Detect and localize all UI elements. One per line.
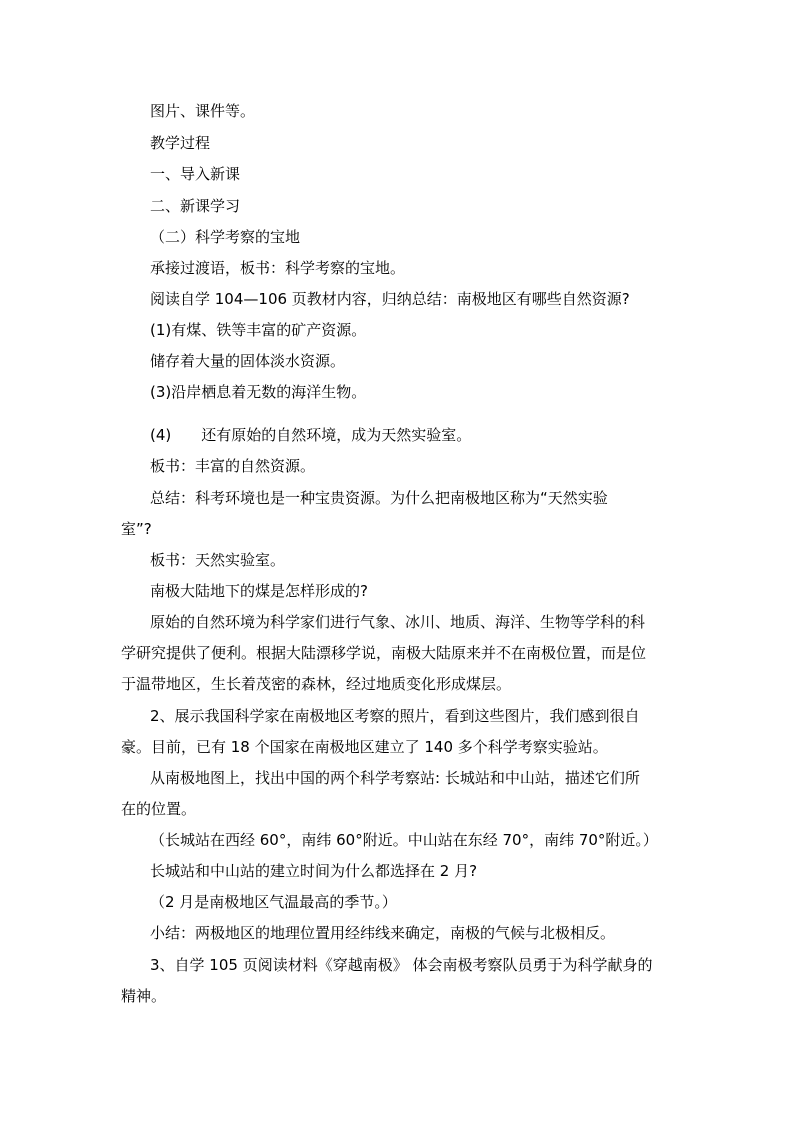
text-line: 2、展示我国科学家在南极地区考察的照片，看到这些图片，我们感到很自: [150, 707, 640, 725]
text-line: 承接过渡语，板书：科学考察的宝地。: [150, 259, 406, 277]
text-line: 板书：丰富的自然资源。: [150, 457, 316, 475]
text-line: （2 月是南极地区气温最高的季节。）: [150, 893, 397, 911]
text-line: 3、自学 105 页阅读材料《穿越南极》 体会南极考察队员勇于为科学献身的: [150, 956, 653, 974]
text-line: 在的位置。: [121, 800, 197, 818]
text-line: （长城站在西经 60°，南纬 60°附近。中山站在东经 70°，南纬 70°附近。）: [150, 831, 658, 849]
text-line: 原始的自然环境为科学家们进行气象、冰川、地质、海洋、生物等学科的科: [150, 613, 646, 631]
text-line: 室”?: [121, 520, 152, 538]
text-line: 豪。目前，已有 18 个国家在南极地区建立了 140 多个科学考察实验站。: [121, 738, 608, 756]
subheading-science-base: （二）科学考察的宝地: [150, 228, 301, 246]
heading-teaching-process: 教学过程: [150, 134, 211, 152]
text-line: 精神。: [121, 987, 167, 1005]
list-item-freshwater: 储存着大量的固体淡水资源。: [150, 352, 346, 370]
list-item-marine-life: (3)沿岸栖息着无数的海洋生物。: [150, 383, 367, 401]
text-line-materials: 图片、课件等。: [150, 102, 256, 120]
heading-introduction: 一、导入新课: [150, 165, 241, 183]
list-item-minerals: (1)有煤、铁等丰富的矿产资源。: [150, 321, 367, 339]
text-line: 总结：科考环境也是一种宝贵资源。为什么把南极地区称为“天然实验: [150, 489, 608, 507]
text-line: 小结：两极地区的地理位置用经纬线来确定，南极的气候与北极相反。: [150, 924, 616, 942]
text-line: 从南极地图上，找出中国的两个科学考察站: 长城站和中山站，描述它们所: [150, 769, 640, 787]
text-line: 长城站和中山站的建立时间为什么都选择在 2 月?: [150, 862, 478, 880]
heading-new-lesson: 二、新课学习: [150, 197, 241, 215]
text-line: 于温带地区，生长着茂密的森林，经过地质变化形成煤层。: [121, 675, 512, 693]
list-item-natural-lab: (4) 还有原始的自然环境，成为天然实验室。: [150, 426, 472, 444]
text-line: 阅读自学 104—106 页教材内容，归纳总结：南极地区有哪些自然资源?: [150, 290, 630, 308]
text-line: 南极大陆地下的煤是怎样形成的?: [150, 582, 368, 600]
text-line: 学研究提供了便利。根据大陆漂移学说，南极大陆原来并不在南极位置，而是位: [121, 644, 647, 662]
text-line: 板书：天然实验室。: [150, 551, 286, 569]
